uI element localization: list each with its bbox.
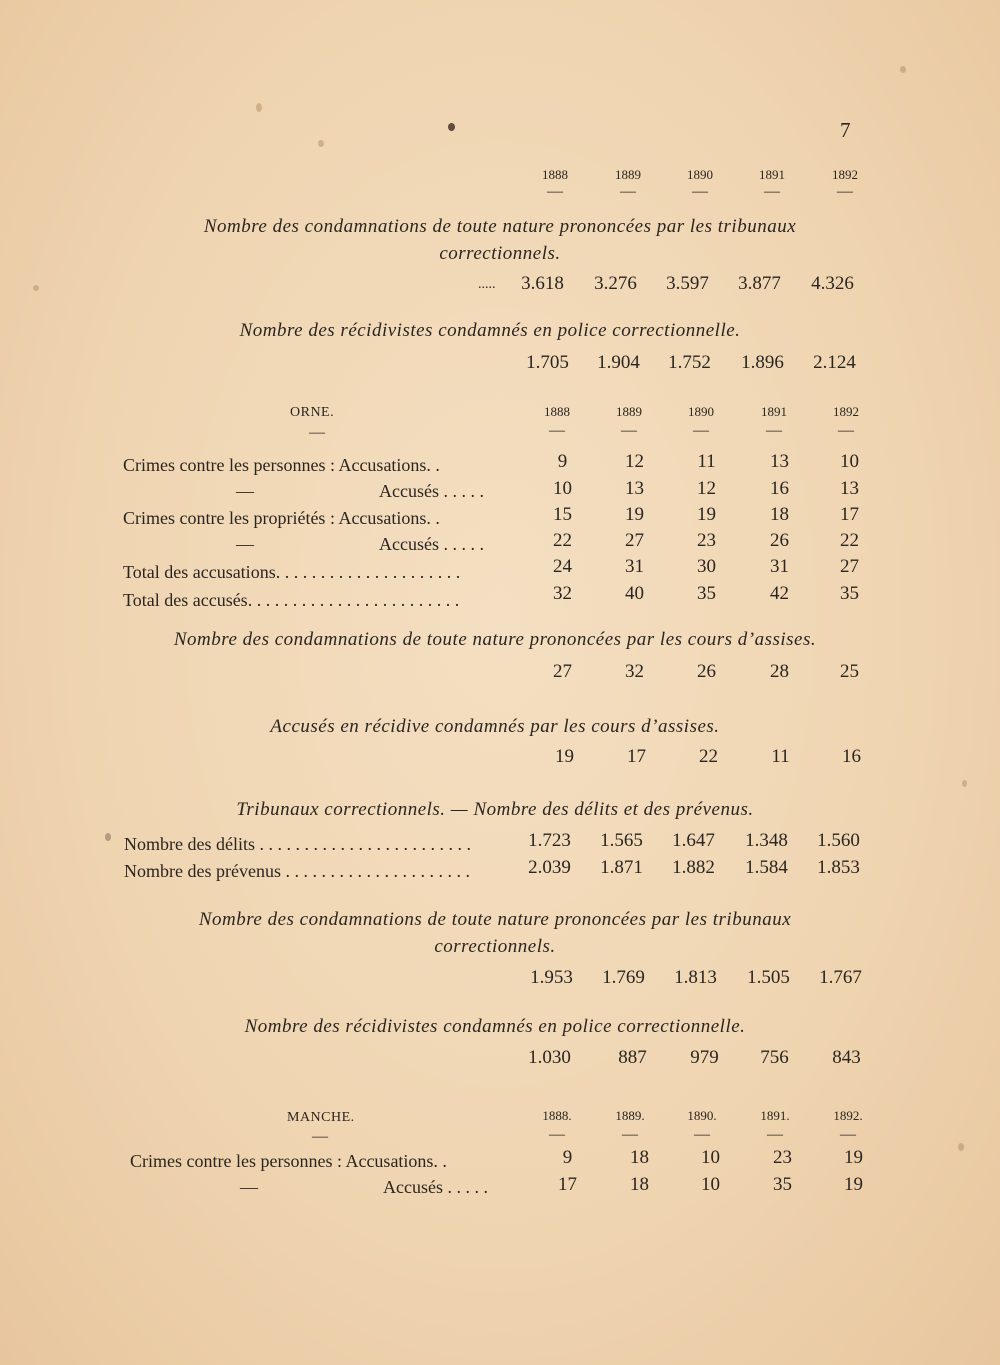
paper-spot: [448, 123, 455, 131]
value-cell: 27: [625, 530, 644, 551]
value-cell: 27: [553, 661, 572, 682]
year-dash: —: [838, 422, 854, 439]
row-label: Crimes contre les personnes : Accusations. .: [130, 1151, 447, 1171]
leader-dots: .....: [478, 277, 496, 292]
year-dash: —: [764, 183, 780, 200]
value-cell: 22: [699, 746, 718, 767]
value-cell: 1.882: [672, 857, 715, 878]
value-cell: 1.565: [600, 830, 643, 851]
value-cell: 40: [625, 583, 644, 604]
year-label: 1888: [544, 404, 570, 419]
value-cell: 4.326: [811, 273, 854, 294]
value-cell: 35: [773, 1174, 792, 1195]
value-cell: 756: [760, 1047, 789, 1068]
section-title: correctionnels.: [434, 936, 556, 957]
year-dash: —: [549, 1126, 565, 1143]
ditto-dash: —: [236, 481, 254, 501]
paper-spot: [105, 833, 111, 841]
value-cell: 1.769: [602, 967, 645, 988]
value-cell: 28: [770, 661, 789, 682]
year-label: 1888.: [542, 1108, 572, 1123]
section-title: Accusés en récidive condamnés par les cours d’assises.: [270, 716, 720, 737]
value-cell: 27: [840, 556, 859, 577]
year-dash: —: [622, 1126, 638, 1143]
value-cell: 3.618: [521, 273, 564, 294]
row-label: Accusés . . . . .: [379, 534, 484, 554]
value-cell: 19: [844, 1147, 863, 1168]
value-cell: 1.853: [817, 857, 860, 878]
value-cell: 1.953: [530, 967, 573, 988]
year-dash: —: [693, 422, 709, 439]
value-cell: 1.871: [600, 857, 643, 878]
row-label: Accusés . . . . .: [383, 1177, 488, 1197]
section-title: correctionnels.: [439, 243, 561, 264]
year-label: 1889.: [615, 1108, 645, 1123]
year-dash: —: [547, 183, 563, 200]
value-cell: 32: [553, 583, 572, 604]
value-cell: 979: [690, 1047, 719, 1068]
year-label: 1890: [687, 167, 713, 182]
value-cell: 10: [701, 1147, 720, 1168]
row-label: Crimes contre les personnes : Accusations. .: [123, 455, 440, 475]
paper-spot: [962, 780, 967, 787]
value-cell: 35: [840, 583, 859, 604]
row-label: Accusés . . . . .: [379, 481, 484, 501]
value-cell: 18: [630, 1147, 649, 1168]
value-cell: 42: [770, 583, 789, 604]
ditto-dash: —: [240, 1177, 258, 1197]
row-label: Nombre des délits . . . . . . . . . . . . . . . . . . . . . . . .: [124, 834, 471, 854]
value-cell: 19: [555, 746, 574, 767]
year-dash: —: [837, 183, 853, 200]
paper-spot: [33, 285, 39, 291]
value-cell: 10: [701, 1174, 720, 1195]
year-label: 1888: [542, 167, 568, 182]
year-dash: —: [694, 1126, 710, 1143]
year-label: 1891: [761, 404, 787, 419]
value-cell: 9: [557, 451, 568, 472]
value-cell: 30: [697, 556, 716, 577]
row-label: Total des accusations. . . . . . . . . . . . . . . . . . . . .: [123, 562, 461, 582]
value-cell: 1.723: [528, 830, 571, 851]
ditto-dash: —: [236, 534, 254, 554]
value-cell: 1.560: [817, 830, 860, 851]
value-cell: 17: [558, 1174, 577, 1195]
year-label: 1891: [759, 167, 785, 182]
paper-spot: [318, 140, 324, 147]
value-cell: 17: [627, 746, 646, 767]
value-cell: 1.705: [526, 352, 569, 373]
value-cell: 15: [553, 504, 572, 525]
year-dash: —: [549, 422, 565, 439]
value-cell: 19: [844, 1174, 863, 1195]
department-name: MANCHE.: [287, 1110, 355, 1125]
value-cell: 23: [697, 530, 716, 551]
year-label: 1892: [832, 167, 858, 182]
value-cell: 1.647: [672, 830, 715, 851]
page-number: 7: [840, 118, 851, 142]
row-label: Total des accusés. . . . . . . . . . . . . . . . . . . . . . . .: [123, 590, 460, 610]
section-title: Nombre des récidivistes condamnés en police correctionnelle.: [239, 320, 741, 341]
value-cell: 12: [697, 478, 716, 499]
year-label: 1889: [615, 167, 641, 182]
paper-spot: [958, 1143, 964, 1151]
value-cell: 2.124: [813, 352, 856, 373]
value-cell: 1.752: [668, 352, 711, 373]
value-cell: 16: [842, 746, 861, 767]
value-cell: 1.584: [745, 857, 788, 878]
year-dash: —: [767, 1126, 783, 1143]
value-cell: 3.597: [666, 273, 709, 294]
section-title: Nombre des condamnations de toute nature prononcées par les tribunaux: [198, 909, 792, 930]
year-dash: —: [692, 183, 708, 200]
year-label: 1892.: [833, 1108, 863, 1123]
value-cell: 18: [630, 1174, 649, 1195]
department-dash: —: [309, 424, 325, 441]
department-name: ORNE.: [290, 405, 335, 420]
value-cell: 2.039: [528, 857, 571, 878]
value-cell: 22: [553, 530, 572, 551]
value-cell: 1.896: [741, 352, 784, 373]
value-cell: 13: [770, 451, 789, 472]
value-cell: 26: [770, 530, 789, 551]
row-label: Nombre des prévenus . . . . . . . . . . . . . . . . . . . . .: [124, 861, 470, 881]
year-dash: —: [621, 422, 637, 439]
year-label: 1892: [833, 404, 859, 419]
department-dash: —: [312, 1128, 328, 1145]
row-label: Crimes contre les propriétés : Accusations. .: [123, 508, 440, 528]
value-cell: 26: [697, 661, 716, 682]
value-cell: 31: [625, 556, 644, 577]
value-cell: 18: [770, 504, 789, 525]
year-dash: —: [840, 1126, 856, 1143]
section-title: Nombre des condamnations de toute nature prononcées par les cours d’assises.: [173, 629, 817, 650]
value-cell: 10: [553, 478, 572, 499]
value-cell: 1.904: [597, 352, 640, 373]
value-cell: 23: [773, 1147, 792, 1168]
value-cell: 16: [770, 478, 789, 499]
section-title: Nombre des condamnations de toute nature prononcées par les tribunaux: [203, 216, 797, 237]
year-dash: —: [620, 183, 636, 200]
value-cell: 843: [832, 1047, 861, 1068]
value-cell: 35: [697, 583, 716, 604]
year-label: 1890: [688, 404, 714, 419]
value-cell: 31: [770, 556, 789, 577]
value-cell: 24: [553, 556, 572, 577]
value-cell: 17: [840, 504, 859, 525]
year-label: 1890.: [687, 1108, 717, 1123]
value-cell: 19: [697, 504, 716, 525]
value-cell: 3.877: [738, 273, 781, 294]
section-title: Tribunaux correctionnels. — Nombre des délits et des prévenus.: [236, 799, 754, 820]
value-cell: 13: [625, 478, 644, 499]
section-title: Nombre des récidivistes condamnés en police correctionnelle.: [244, 1016, 746, 1037]
paper-spot: [256, 103, 262, 112]
value-cell: 3.276: [594, 273, 637, 294]
value-cell: 1.505: [747, 967, 790, 988]
value-cell: 11: [697, 451, 716, 472]
paper-spot: [900, 66, 906, 73]
value-cell: 1.348: [745, 830, 788, 851]
value-cell: 12: [625, 451, 644, 472]
value-cell: 11: [771, 746, 790, 767]
value-cell: 19: [625, 504, 644, 525]
value-cell: 1.030: [528, 1047, 571, 1068]
value-cell: 13: [840, 478, 859, 499]
value-cell: 1.813: [674, 967, 717, 988]
value-cell: 1.767: [819, 967, 862, 988]
value-cell: 22: [840, 530, 859, 551]
value-cell: 25: [840, 661, 859, 682]
value-cell: 32: [625, 661, 644, 682]
value-cell: 9: [562, 1147, 573, 1168]
value-cell: 10: [840, 451, 859, 472]
year-dash: —: [766, 422, 782, 439]
year-label: 1889: [616, 404, 642, 419]
value-cell: 887: [618, 1047, 647, 1068]
year-label: 1891.: [760, 1108, 790, 1123]
